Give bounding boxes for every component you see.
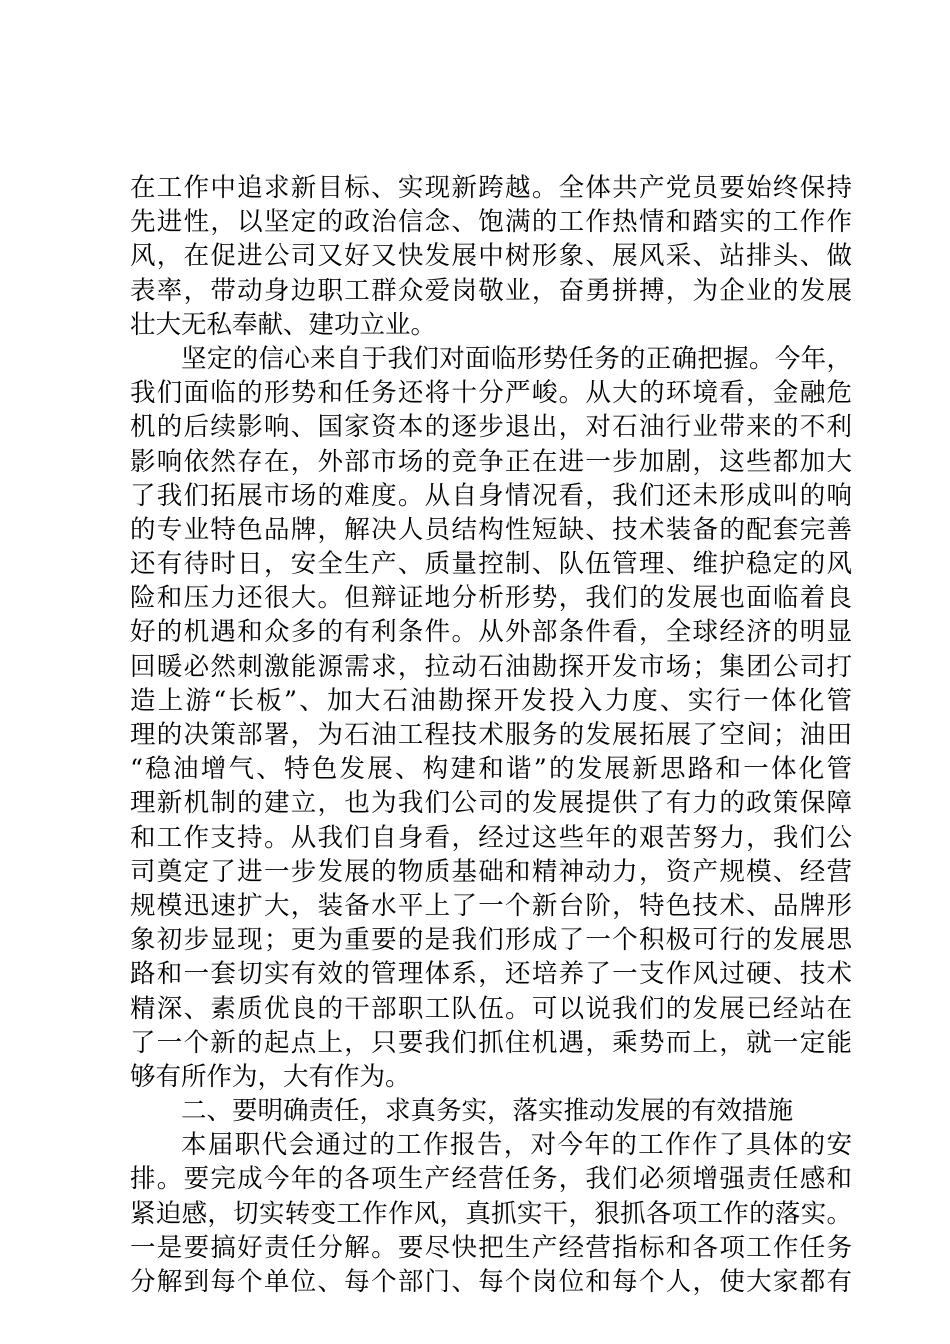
text-line: 了一个新的起点上，只要我们抓住机遇，乘势而上，就一定能 — [130, 1027, 852, 1058]
text-line: 够有所作为，大有作为。 — [130, 1061, 411, 1092]
text-line: 机的后续影响、国家资本的逐步退出，对石油行业带来的不利 — [130, 412, 852, 443]
text-line: 规模迅速扩大，装备水平上了一个新台阶，特色技术、品牌形 — [130, 890, 852, 921]
paragraph — [130, 342, 852, 1094]
text-line: 风，在促进公司又好又快发展中树形象、展风采、站排头、做 — [130, 241, 852, 272]
text-line: 的专业特色品牌，解决人员结构性短缺、技术装备的配套完善 — [130, 514, 852, 545]
text-line: 险和压力还很大。但辩证地分析形势，我们的发展也面临着良 — [130, 583, 852, 614]
text-line: 和工作支持。从我们自身看，经过这些年的艰苦努力，我们公 — [130, 822, 852, 853]
paragraph — [130, 1128, 852, 1299]
text-line: 理的决策部署，为石油工程技术服务的发展拓展了空间；油田 — [130, 720, 852, 750]
text-line: 精深、素质优良的干部职工队伍。可以说我们的发展已经站在 — [130, 993, 852, 1024]
text-line: 我们面临的形势和任务还将十分严峻。从大的环境看，金融危 — [130, 378, 852, 409]
text-line: 先进性，以坚定的政治信念、饱满的工作热情和踏实的工作作 — [130, 207, 852, 238]
text-line: 路和一套切实有效的管理体系，还培养了一支作风过硬、技术 — [130, 959, 852, 990]
text-line: 坚定的信心来自于我们对面临形势任务的正确把握。今年， — [181, 343, 852, 374]
text-line: 二、要明确责任，求真务实，落实推动发展的有效措施 — [181, 1096, 794, 1127]
text-line: 了我们拓展市场的难度。从自身情况看，我们还未形成叫的响 — [130, 480, 852, 511]
text-line: 本届职代会通过的工作报告，对今年的工作作了具体的安 — [181, 1130, 852, 1161]
text-line: 理新机制的建立，也为我们公司的发展提供了有力的政策保障 — [130, 788, 852, 819]
text-line: “稳油增气、特色发展、构建和谐”的发展新思路和一体化管 — [130, 754, 852, 785]
text-line: 造上游“长板”、加大石油勘探开发投入力度、实行一体化管 — [130, 685, 852, 716]
section-heading — [130, 1094, 852, 1128]
text-line: 影响依然存在，外部市场的竞争正在进一步加剧，这些都加大 — [130, 446, 852, 477]
text-line: 壮大无私奉献、建功立业。 — [130, 309, 437, 340]
text-line: 紧迫感，切实转变工作作风，真抓实干，狠抓各项工作的落实。 — [130, 1198, 852, 1229]
text-line: 在工作中追求新目标、实现新跨越。全体共产党员要始终保持 — [130, 173, 852, 203]
text-line: 象初步显现；更为重要的是我们形成了一个积极可行的发展思 — [130, 925, 852, 956]
text-line: 好的机遇和众多的有利条件。从外部条件看，全球经济的明显 — [130, 617, 852, 648]
text-line: 分解到每个单位、每个部门、每个岗位和每个人，使大家都有 — [130, 1267, 852, 1297]
text-line: 还有待时日，安全生产、质量控制、队伍管理、维护稳定的风 — [130, 549, 852, 580]
text-line: 表率，带动身边职工群众爱岗敬业，奋勇拼搏，为企业的发展 — [130, 275, 852, 306]
document-body — [130, 171, 852, 1299]
text-line: 一是要搞好责任分解。要尽快把生产经营指标和各项工作任务 — [130, 1232, 852, 1263]
text-line: 排。要完成今年的各项生产经营任务，我们必须增强责任感和 — [130, 1164, 852, 1195]
paragraph — [130, 171, 852, 342]
text-line: 回暖必然刺激能源需求，拉动石油勘探开发市场；集团公司打 — [130, 651, 852, 682]
text-line: 司奠定了进一步发展的物质基础和精神动力，资产规模、经营 — [130, 856, 852, 887]
